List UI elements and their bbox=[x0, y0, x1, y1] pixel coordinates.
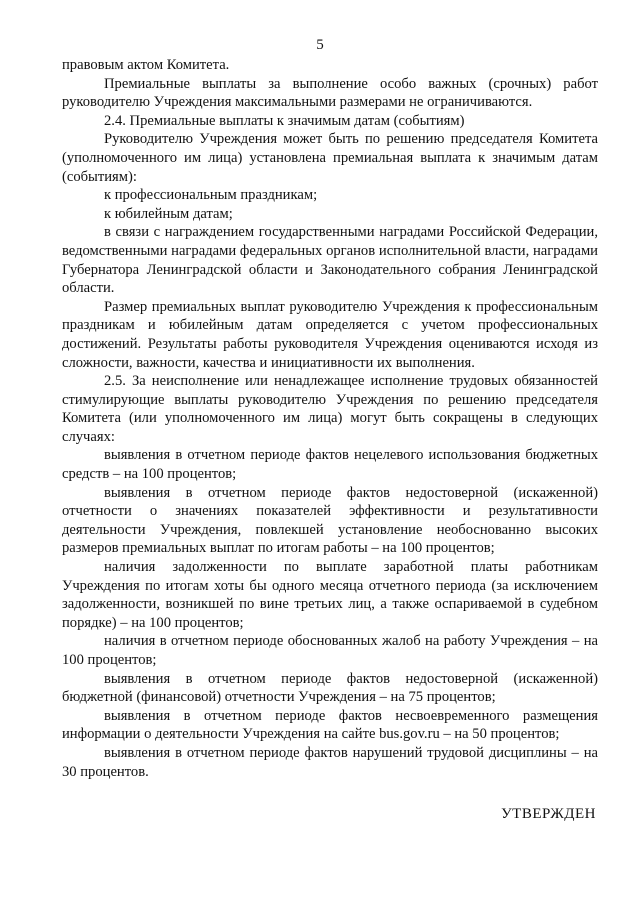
list-item-wage-arrears: наличия задолженности по выплате заработной платы работникам Учреждения по итогам хоты бы одного месяца отчетного периода (за исключением задолженности, возникшей по вине третьих лиц, а также оспариваемой в судебном порядке) – на 100 процентов; bbox=[62, 559, 598, 631]
list-item-complaints: наличия в отчетном периоде обоснованных жалоб на работу Учреждения – на 100 процентов; bbox=[62, 633, 598, 668]
paragraph-bonus-size: Размер премиальных выплат руководителю Учреждения к профессиональным праздникам и юбилейным датам определяется с учетом профессиональных достижений. Результаты работы руководителя Учреждения оцениваются исходя из сложности, важности, качества и инициативности их выполнения. bbox=[62, 298, 598, 371]
approved-stamp-label: УТВЕРЖДЕН bbox=[501, 806, 596, 822]
list-item-misuse-budget: выявления в отчетном периоде фактов нецелевого использования бюджетных средств – на 100 процентов; bbox=[62, 447, 598, 483]
page-number: 5 bbox=[316, 37, 324, 53]
list-item-late-disclosure: выявления в отчетном периоде фактов несвоевременного размещения информации о деятельности Учреждения на сайте bus.gov.ru – на 50 процентов; bbox=[62, 707, 598, 743]
list-item-professional-holidays: к профессиональным праздникам; bbox=[104, 187, 318, 204]
list-item-discipline-violations: выявления в отчетном периоде фактов нарушений трудовой дисциплины – на 30 процентов. bbox=[62, 744, 598, 780]
paragraph-continuation: правовым актом Комитета. bbox=[62, 57, 230, 73]
document-body bbox=[62, 56, 598, 781]
list-item-anniversary-dates: к юбилейным датам; bbox=[104, 205, 233, 222]
paragraph-urgent-work-bonus: Премиальные выплаты за выполнение особо важных (срочных) работ руководителю Учреждения максимальными размерами не ограничиваются. bbox=[62, 75, 598, 111]
list-item-false-reporting: выявления в отчетном периоде фактов недостоверной (искаженной) отчетности о значениях показателей эффективности и результативности деятельности Учреждения, повлекшей установление необоснованно высоких размеров премиальных выплат по итогам работы – на 100 процентов; bbox=[62, 484, 598, 557]
list-item-false-financial-reporting: выявления в отчетном периоде фактов недостоверной (искаженной) бюджетной (финансовой) отчетности Учреждения – на 75 процентов; bbox=[62, 670, 598, 706]
list-item-state-awards: в связи с награждением государственными наградами Российской Федерации, ведомственными наградами федеральных органов исполнительной власти, наградами Губернатора Ленинградской области и Законодательного собрания Ленинградской области. bbox=[62, 224, 598, 297]
section-heading-2-5: 2.5. За неисполнение или ненадлежащее исполнение трудовых обязанностей стимулирующие выплаты руководителю Учреждения по решению председателя Комитета (или уполномоченного им лица) могут быть сокращены в следующих случаях: bbox=[62, 373, 598, 445]
paragraph-significant-dates-intro: Руководителю Учреждения может быть по решению председателя Комитета (уполномоченного им лица) установлена премиальная выплата к значимым датам (событиям): bbox=[62, 131, 598, 185]
section-heading-2-4: 2.4. Премиальные выплаты к значимым датам (событиям) bbox=[104, 112, 465, 129]
